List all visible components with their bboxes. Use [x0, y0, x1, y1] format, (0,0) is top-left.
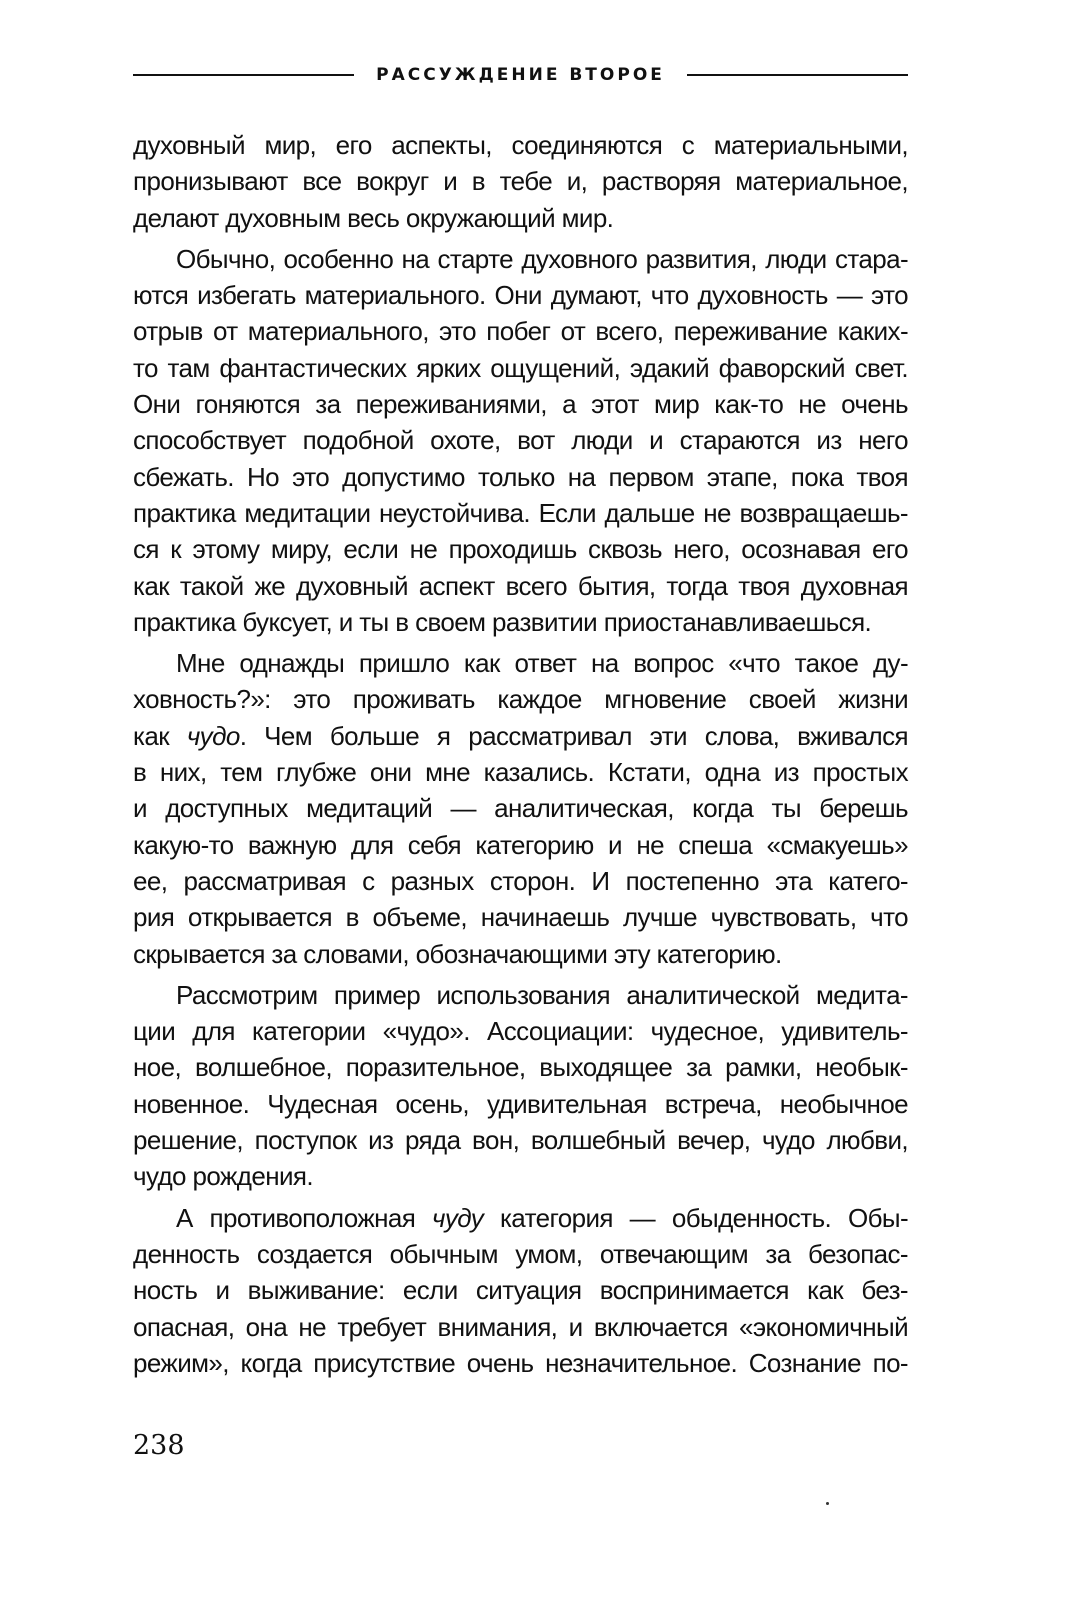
paragraph: [133, 1200, 908, 1381]
text-line: отрыв от материального, это побег от всего, переживание каких-: [133, 316, 908, 347]
text-line: ее, рассматривая с разных сторон. И постепенно эта катего-: [133, 865, 908, 896]
text-line: режим», когда присутствие очень незначительное. Сознание по-: [133, 1347, 908, 1378]
paragraph: [133, 645, 908, 972]
text-line: практика буксует, и ты в своем развитии приостанавливаешься.: [133, 606, 872, 637]
text-line: как чудо. Чем больше я рассматривал эти слова, вживался: [133, 720, 909, 751]
text-line: пронизывают все вокруг и в тебе и, растворяя материальное,: [133, 166, 908, 197]
paragraph: [133, 977, 908, 1195]
header-rule-right: [687, 74, 908, 76]
text-line: Рассмотрим пример использования аналитической медита-: [176, 979, 908, 1010]
text-line: сбежать. Но это допустимо только на первом этапе, пока твоя: [133, 461, 908, 492]
text-line: ность и выживание: если ситуация воспринимается как без-: [133, 1275, 908, 1306]
text-line: и доступных медитаций — аналитическая, когда ты берешь: [133, 793, 908, 824]
text-line: Они гоняются за переживаниями, а этот мир как-то не очень: [133, 389, 908, 420]
text-line: рия открывается в объеме, начинаешь лучше чувствовать, что: [133, 902, 908, 933]
text-line: ются избегать материального. Они думают, что духовность — это: [133, 280, 908, 311]
text-line: ции для категории «чудо». Ассоциации: чудесное, удивитель-: [133, 1016, 908, 1047]
text-line: духовный мир, его аспекты, соединяются с материальными,: [133, 130, 908, 160]
text-line: А противоположная чуду категория — обыденность. Обы-: [176, 1202, 909, 1233]
text-line: ся к этому миру, если не проходишь сквозь него, осознавая его: [133, 534, 908, 565]
paragraph: [133, 241, 908, 640]
text-line: какую-то важную для себя категорию и не спеша «смакуешь»: [133, 829, 908, 860]
emphasis: чуду: [432, 1202, 484, 1233]
running-header: [133, 62, 908, 88]
text-line: делают духовным весь окружающий мир.: [133, 202, 614, 233]
text-line: то там фантастических ярких ощущений, эдакий фаворский свет.: [133, 352, 908, 383]
body-text: [133, 127, 908, 1381]
text-line: ховность?»: это проживать каждое мгновение своей жизни: [133, 684, 908, 715]
text-line: скрывается за словами, обозначающими эту категорию.: [133, 938, 782, 969]
text-line: практика медитации неустойчива. Если дальше не возвращаешь-: [133, 497, 908, 528]
text-line: решение, поступок из ряда вон, волшебный вечер, чудо любви,: [133, 1125, 908, 1156]
scan-speck: [826, 1502, 829, 1505]
header-rule-left: [133, 74, 354, 76]
text-line: в них, тем глубже они мне казались. Кстати, одна из простых: [133, 757, 908, 788]
text-line: способствует подобной охоте, вот люди и стараются из него: [133, 425, 908, 456]
text-line: новенное. Чудесная осень, удивительная встреча, необычное: [133, 1088, 908, 1119]
paragraph: [133, 127, 908, 236]
text-line: ное, волшебное, поразительное, выходящее за рамки, необык-: [133, 1052, 908, 1083]
running-header-title: РАССУЖДЕНИЕ ВТОРОЕ: [376, 65, 665, 85]
page-number: 238: [133, 1430, 185, 1461]
text-line: опасная, она не требует внимания, и включается «экономичный: [133, 1311, 908, 1342]
text-line: чудо рождения.: [133, 1161, 313, 1192]
emphasis: чудо: [186, 720, 240, 751]
text-line: Мне однажды пришло как ответ на вопрос «что такое ду-: [176, 648, 908, 679]
text-line: Обычно, особенно на старте духовного развития, люди стара-: [176, 243, 908, 274]
text-line: денность создается обычным умом, отвечающим за безопас-: [133, 1238, 908, 1269]
text-line: как такой же духовный аспект всего бытия, тогда твоя духовная: [133, 570, 908, 601]
